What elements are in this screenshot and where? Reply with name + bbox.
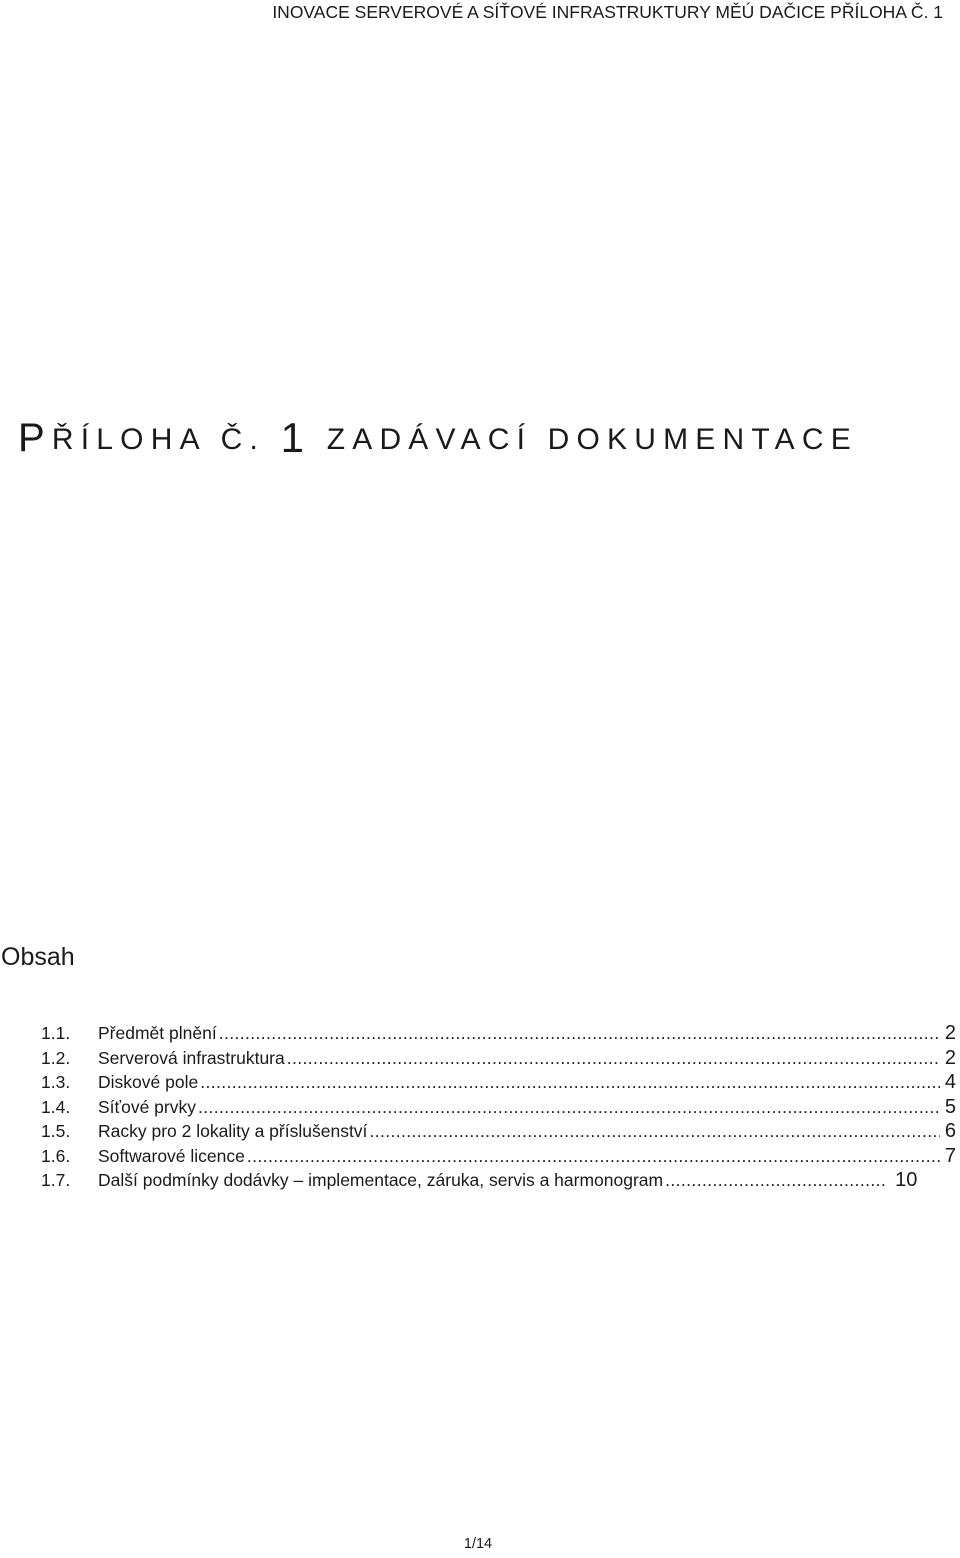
table-of-contents xyxy=(41,1022,956,1194)
toc-dot-leader xyxy=(369,1121,940,1142)
toc-entry-number: 1.4. xyxy=(41,1096,71,1117)
toc-dot-leader xyxy=(219,1023,940,1044)
document-title-number: 1 xyxy=(280,414,312,461)
toc-entry-page: 2 xyxy=(944,1046,956,1069)
toc-entry-label: Softwarové licence xyxy=(98,1145,245,1166)
toc-entry-number: 1.7. xyxy=(41,1170,71,1190)
toc-entry-sitove-prvky[interactable] xyxy=(41,1096,956,1121)
document-title xyxy=(18,414,948,462)
toc-entry-label: Další podmínky dodávky – implementace, záruka, servis a harmonogram xyxy=(98,1170,664,1190)
toc-dot-leader xyxy=(200,1072,940,1093)
toc-entry-label: Serverová infrastruktura xyxy=(98,1047,285,1068)
toc-entry-label: Předmět plnění xyxy=(98,1023,217,1043)
toc-entry-page: 10 xyxy=(895,1169,918,1191)
toc-entry-page: 6 xyxy=(944,1120,956,1142)
toc-heading: Obsah xyxy=(1,943,75,971)
toc-entry-label: Racky pro 2 lokality a příslušenství xyxy=(98,1121,368,1141)
toc-entry-predmet-plneni[interactable] xyxy=(41,1022,956,1047)
toc-entry-number: 1.5. xyxy=(41,1121,71,1141)
toc-entry-label: Síťové prvky xyxy=(98,1096,196,1117)
toc-entry-number: 1.2. xyxy=(41,1047,71,1068)
toc-entry-diskove-pole[interactable] xyxy=(41,1071,956,1096)
toc-entry-softwarove-licence[interactable] xyxy=(41,1145,956,1170)
toc-entry-dalsi-podminky[interactable] xyxy=(41,1169,956,1194)
toc-dot-leader xyxy=(287,1048,940,1069)
toc-entry-number: 1.1. xyxy=(41,1023,71,1043)
running-header: INOVACE SERVEROVÉ A SÍŤOVÉ INFRASTRUKTURY MĚÚ DAČICE PŘÍLOHA Č. 1 xyxy=(272,2,943,22)
toc-entry-serverova-infrastruktura[interactable] xyxy=(41,1047,956,1072)
toc-entry-page: 7 xyxy=(944,1144,956,1167)
toc-entry-page: 2 xyxy=(944,1022,956,1044)
toc-entry-page: 5 xyxy=(944,1095,956,1118)
toc-entry-number: 1.3. xyxy=(41,1072,71,1092)
toc-dot-leader xyxy=(247,1146,940,1167)
document-title-suffix: ZADÁVACÍ DOKUMENTACE xyxy=(311,423,858,456)
page-number: 1/14 xyxy=(463,1536,493,1552)
document-title-prefix: ŘÍLOHA Č. xyxy=(51,423,281,456)
toc-entry-label: Diskové pole xyxy=(98,1072,199,1092)
document-title-initial: P xyxy=(18,416,52,460)
toc-entry-number: 1.6. xyxy=(41,1145,71,1166)
toc-dot-leader xyxy=(665,1170,885,1191)
toc-entry-racky[interactable] xyxy=(41,1120,956,1145)
toc-dot-leader xyxy=(198,1097,940,1118)
toc-entry-page: 4 xyxy=(944,1071,956,1093)
